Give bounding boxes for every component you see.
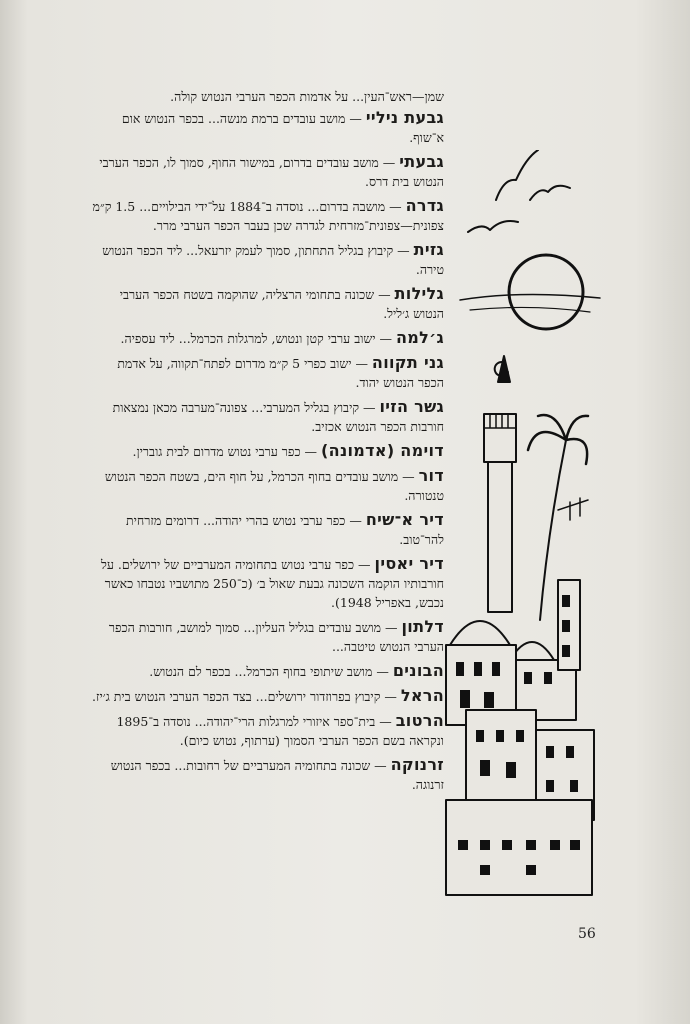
entry-8: גשר הזיו — קיבוץ בגליל המערבי... צפונה־מערבה מכאן נמצאות חורבות הכפר הנטוש אכזיב. xyxy=(112,397,444,434)
entry-3: גדרה — מושבה בדרום... נוסדה ב־1884 על־ידי הבילויים... 1.5 ק״מ צפונית—צפונית־מזרחית לגדרה שכן בעבר הכפר הערבי מרר. xyxy=(92,196,444,233)
minaret-drawing xyxy=(484,356,516,612)
domed-buildings-drawing xyxy=(446,580,594,895)
entry-11: דיר א־שיח — כפר ערבי נטוש בהרי יהודה... דרומים מזרחית להר־טוב. xyxy=(125,510,444,547)
entry-6: ג׳למה — ישוב ערבי קטן ונטוש, למרגלות הכרמל... ליד עספיה. xyxy=(120,328,444,347)
village-sketch-illustration xyxy=(440,150,620,900)
entry-4: גזית — קיבוץ בגליל התחתון, סמוך לעמק יזרעאל... ליד הכפר הנטוש טירה. xyxy=(102,240,444,277)
entry-12: דיר יאסין — כפר ערבי נטוש בתחומיה המערביים של ירושלים. על חורבותיו הוקמה השכונה גבעת שאול ב׳ (כ־250 מתושביו נטבחו כאשר נכבש, באפריל 1948). xyxy=(100,554,444,610)
entry-7: גני תקווה — ישוב כפרי 5 ק״מ מדרום לפתח־תקווה, על אדמת הכפר הנטוש יהוד. xyxy=(117,353,444,390)
entry-5: גלילות — שכונה בתחומי הרצליה, שהוקמה בשטח הכפר הערבי הנטוש ג׳ליל. xyxy=(119,284,444,321)
entry-9: דוימה (אדמונה) — כפר ערבי נטוש מדרום לבית גוברין. xyxy=(132,441,444,460)
entry-16: הרטוב — בית־ספר איזורי למרגלות הרי־יהודה... נוסדה ב־1895 ונקראה בשם הכפר הערבי הסמוך (ערתוף, נטוש כיום). xyxy=(116,711,444,748)
entry-2: גבעתי — מושב עובדים בדרום, במישור החוף, סמוך לו, הכפר הערבי הנטוש בית דרס. xyxy=(99,152,444,189)
page-number: 56 xyxy=(578,926,596,942)
birds-drawing xyxy=(468,150,570,232)
entry-13: דלתון — מושב עובדים בגליל העליון... סמוך למושב, חורבות הכפר הערבי הנטוש טיטבה... xyxy=(108,617,444,654)
sun-drawing xyxy=(460,255,600,329)
entry-0: שמן—ראש־העין... על אדמות הכפר הערבי הנטוש קולה. xyxy=(170,89,444,104)
entry-1: גבעת ניליי — מושב עובדים ברמת מנשה... בכפר הנטוש אום א־שוף. xyxy=(121,108,444,145)
entry-15: הראל — קיבוץ בפרוזדור ירושלים... בצד הכפר הערבי הנטוש בית ג׳יז. xyxy=(92,686,444,705)
gazetteer-entries xyxy=(92,86,444,799)
entry-17: זרנוקה — שכונה בתחומיה המערביים של רחובות... בכפר הנטוש זרנוגה. xyxy=(110,755,444,792)
entry-14: הבונים — מושב שיתופי בחוף הכרמל... בכפר לם הנטוש. xyxy=(149,661,444,680)
entry-10: דור — מושב עובדים בחוף הכרמל, על חוף הים, בשטח הכפר הנטוש טנטורה. xyxy=(104,466,444,503)
